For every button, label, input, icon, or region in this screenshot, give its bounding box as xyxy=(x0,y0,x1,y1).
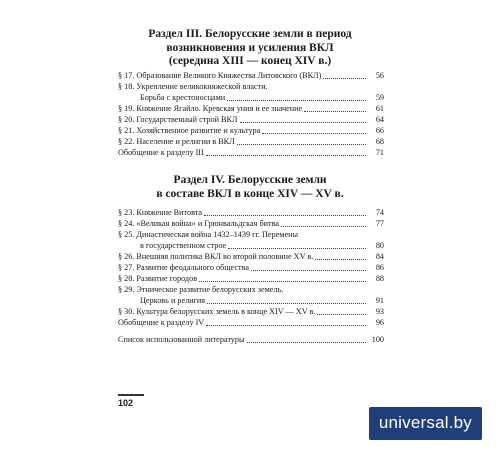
toc-entry-page: 80 xyxy=(375,241,384,250)
toc-entry[interactable] xyxy=(118,147,384,158)
toc-entry-bibliography[interactable] xyxy=(118,334,384,345)
toc-entry-text: § 29. Этническое развитие белорусских земель. xyxy=(118,285,284,294)
dot-leader xyxy=(281,226,366,227)
toc-entry-page: 86 xyxy=(375,263,384,272)
toc-entry-text: § 28. Развитие городов xyxy=(118,274,198,283)
dot-leader xyxy=(315,259,366,260)
section-4-title xyxy=(118,174,382,201)
toc-entry[interactable] xyxy=(118,103,384,114)
toc-entry-text-continued: в государственном строе xyxy=(140,241,227,250)
toc-entry-text: § 22. Население и религии в ВКЛ xyxy=(118,137,235,146)
section-4-toc xyxy=(118,207,384,328)
watermark-badge: universal.by xyxy=(369,407,482,440)
toc-entry[interactable] xyxy=(118,251,384,262)
toc-entry-text: § 21. Хозяйственное развитие и культура xyxy=(118,126,261,135)
section-3-toc xyxy=(118,70,384,158)
dot-leader xyxy=(199,281,366,282)
toc-entry[interactable] xyxy=(118,317,384,328)
toc-entry-text: § 24. «Великая война» и Грюнвальдская битва xyxy=(118,219,279,228)
dot-leader xyxy=(228,248,366,249)
toc-entry[interactable] xyxy=(118,207,384,218)
toc-entry[interactable] xyxy=(118,114,384,125)
toc-entry-text: Список использованной литературы xyxy=(118,335,245,344)
dot-leader xyxy=(323,78,366,79)
toc-entry-page: 93 xyxy=(375,307,384,316)
toc-entry-text: § 19. Княжение Ягайло. Кревская уния и ее значение xyxy=(118,104,303,113)
toc-entry-page: 56 xyxy=(375,71,384,80)
section-3-title-line: возникновения и усиления ВКЛ xyxy=(166,41,334,54)
dot-leader xyxy=(251,270,366,271)
toc-entry[interactable] xyxy=(118,284,384,306)
toc-entry-page: 88 xyxy=(375,274,384,283)
toc-entry-text: § 26. Внешняя политика ВКЛ во второй половине XV в. xyxy=(118,252,314,261)
toc-entry-page: 84 xyxy=(375,252,384,261)
dot-leader xyxy=(304,111,366,112)
toc-entry-page: 66 xyxy=(375,126,384,135)
toc-entry-text: § 25. Династическая война 1432–1439 гг. Перемены xyxy=(118,230,298,239)
toc-entry-page: 91 xyxy=(375,296,384,305)
toc-entry-text: § 23. Княжение Витовта xyxy=(118,208,203,217)
toc-entry-page: 59 xyxy=(375,93,384,102)
dot-leader xyxy=(207,303,366,304)
toc-entry-page: 100 xyxy=(371,335,384,344)
dot-leader xyxy=(262,133,366,134)
toc-entry-page: 64 xyxy=(375,115,384,124)
dot-leader xyxy=(227,100,366,101)
toc-entry[interactable] xyxy=(118,229,384,251)
dot-leader xyxy=(247,342,367,343)
dot-leader xyxy=(206,155,366,156)
page-number-rule xyxy=(118,394,144,396)
toc-entry-text: Обобщение к разделу III xyxy=(118,148,204,157)
section-3-title xyxy=(118,28,382,69)
toc-entry[interactable] xyxy=(118,125,384,136)
toc-entry[interactable] xyxy=(118,262,384,273)
toc-entry-text-continued: Церковь и религия xyxy=(140,296,206,305)
toc-entry[interactable] xyxy=(118,81,384,103)
dot-leader xyxy=(317,314,366,315)
dot-leader xyxy=(240,122,367,123)
toc-entry-text-continued: Борьба с крестоносцами xyxy=(140,93,226,102)
toc-entry-text: Обобщение к разделу IV xyxy=(118,318,205,327)
toc-entry-text: § 18. Укрепление великокняжеской власти. xyxy=(118,82,268,91)
dot-leader xyxy=(237,144,366,145)
section-4-title-line: Раздел IV. Белорусские земли xyxy=(173,174,327,186)
toc-entry-text: § 27. Развитие феодального общества xyxy=(118,263,249,272)
toc-entry[interactable] xyxy=(118,70,384,81)
toc-entry[interactable] xyxy=(118,273,384,284)
section-3-title-line: Раздел III. Белорусские земли в период xyxy=(148,28,352,40)
dot-leader xyxy=(206,325,366,326)
toc-entry-text: § 30. Культура белорусских земель в конце XIV — XV в. xyxy=(118,307,316,316)
toc-entry-page: 71 xyxy=(375,148,384,157)
toc-entry-text: § 20. Государственный строй ВКЛ xyxy=(118,115,238,124)
toc-entry-text: § 17. Образование Великого Княжества Литовского (ВКЛ) xyxy=(118,71,322,80)
toc-entry-page: 68 xyxy=(375,137,384,146)
section-4-title-line: в составе ВКЛ в конце XIV — XV в. xyxy=(156,187,344,200)
toc-entry-page: 74 xyxy=(375,208,384,217)
section-3-title-line: (середина XIII — конец XIV в.) xyxy=(168,55,332,67)
page-number: 102 xyxy=(118,398,134,408)
toc-entry-page: 61 xyxy=(375,104,384,113)
dot-leader xyxy=(204,215,366,216)
toc-entry[interactable] xyxy=(118,136,384,147)
toc-entry-page: 77 xyxy=(375,219,384,228)
toc-entry[interactable] xyxy=(118,306,384,317)
toc-entry-page: 96 xyxy=(375,318,384,327)
toc-entry[interactable] xyxy=(118,218,384,229)
bibliography-toc xyxy=(118,334,384,345)
